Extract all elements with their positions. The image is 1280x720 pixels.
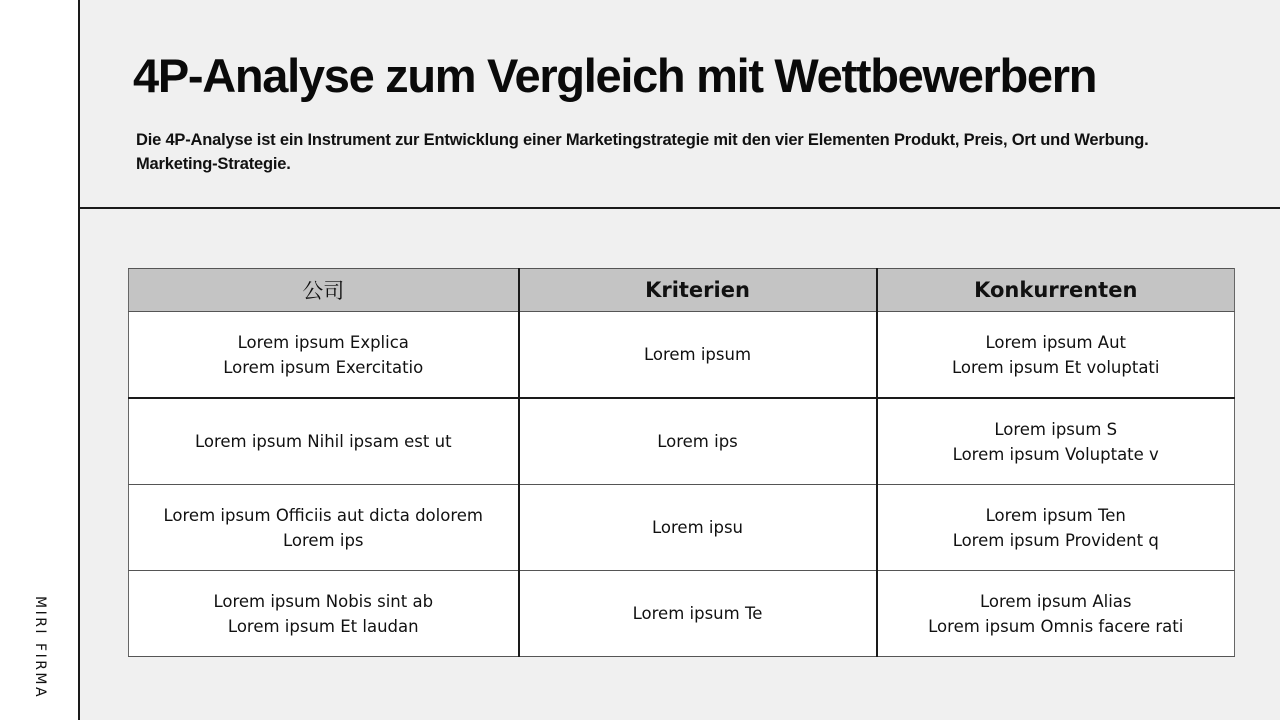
table-cell-company: [129, 398, 519, 485]
header-company: 公司: [129, 269, 519, 312]
table-row: [129, 398, 1235, 485]
table-cell-competitor: [877, 312, 1235, 399]
cell-line: Lorem ipsum Nihil ipsam est ut: [194, 432, 452, 451]
table-cell-company: [129, 312, 519, 399]
cell-line: Lorem ipsu: [652, 518, 743, 537]
cell-line: Lorem ipsum Provident q: [952, 530, 1159, 550]
header-competitors: Konkurrenten: [877, 269, 1235, 312]
vertical-divider: [78, 0, 80, 720]
cell-line: Lorem ipsum Te: [632, 604, 763, 623]
cell-line: Lorem ipsum Explica: [237, 332, 409, 352]
brand-label: MIRI FIRMA: [32, 596, 48, 700]
cell-line: Lorem ipsum S: [994, 419, 1118, 439]
cell-line: Lorem ipsum Exercitatio: [223, 357, 424, 377]
comparison-table: [128, 268, 1235, 657]
table-cell-criteria: [519, 485, 877, 571]
cell-line: Lorem ipsum Ten: [985, 505, 1126, 525]
table-row: [129, 312, 1235, 399]
table-cell-competitor: [877, 571, 1235, 657]
cell-line: Lorem ips: [282, 530, 364, 550]
table-cell-company: [129, 485, 519, 571]
cell-line: Lorem ipsum Et voluptati: [952, 357, 1160, 377]
cell-line: Lorem ipsum Nobis sint ab: [213, 591, 434, 611]
table-cell-criteria: [519, 312, 877, 399]
page-title: 4P-Analyse zum Vergleich mit Wettbewerbern: [133, 49, 1097, 102]
table-cell-company: [129, 571, 519, 657]
table-cell-competitor: [877, 398, 1235, 485]
table-row: [129, 571, 1235, 657]
header-criteria: Kriterien: [519, 269, 877, 312]
cell-line: Lorem ipsum Et laudan: [227, 616, 419, 636]
table-header-row: [129, 269, 1235, 312]
cell-line: Lorem ipsum Omnis facere rati: [928, 616, 1184, 636]
table-cell-criteria: [519, 398, 877, 485]
table-cell-criteria: [519, 571, 877, 657]
cell-line: Lorem ipsum Voluptate v: [952, 444, 1159, 464]
table-cell-competitor: [877, 485, 1235, 571]
cell-line: Lorem ipsum: [643, 345, 752, 364]
cell-line: Lorem ipsum Alias: [980, 591, 1132, 611]
cell-line: Lorem ips: [657, 432, 738, 451]
horizontal-divider: [78, 207, 1280, 209]
page-subtitle: Die 4P-Analyse ist ein Instrument zur Entwicklung einer Marketingstrategie mit den vier Elementen Produkt, Preis, Ort und Werbung. Marketing-Strategie.: [136, 131, 1149, 173]
table-row: [129, 485, 1235, 571]
cell-line: Lorem ipsum Aut: [985, 332, 1127, 352]
cell-line: Lorem ipsum Officiis aut dicta dolorem: [163, 505, 483, 525]
